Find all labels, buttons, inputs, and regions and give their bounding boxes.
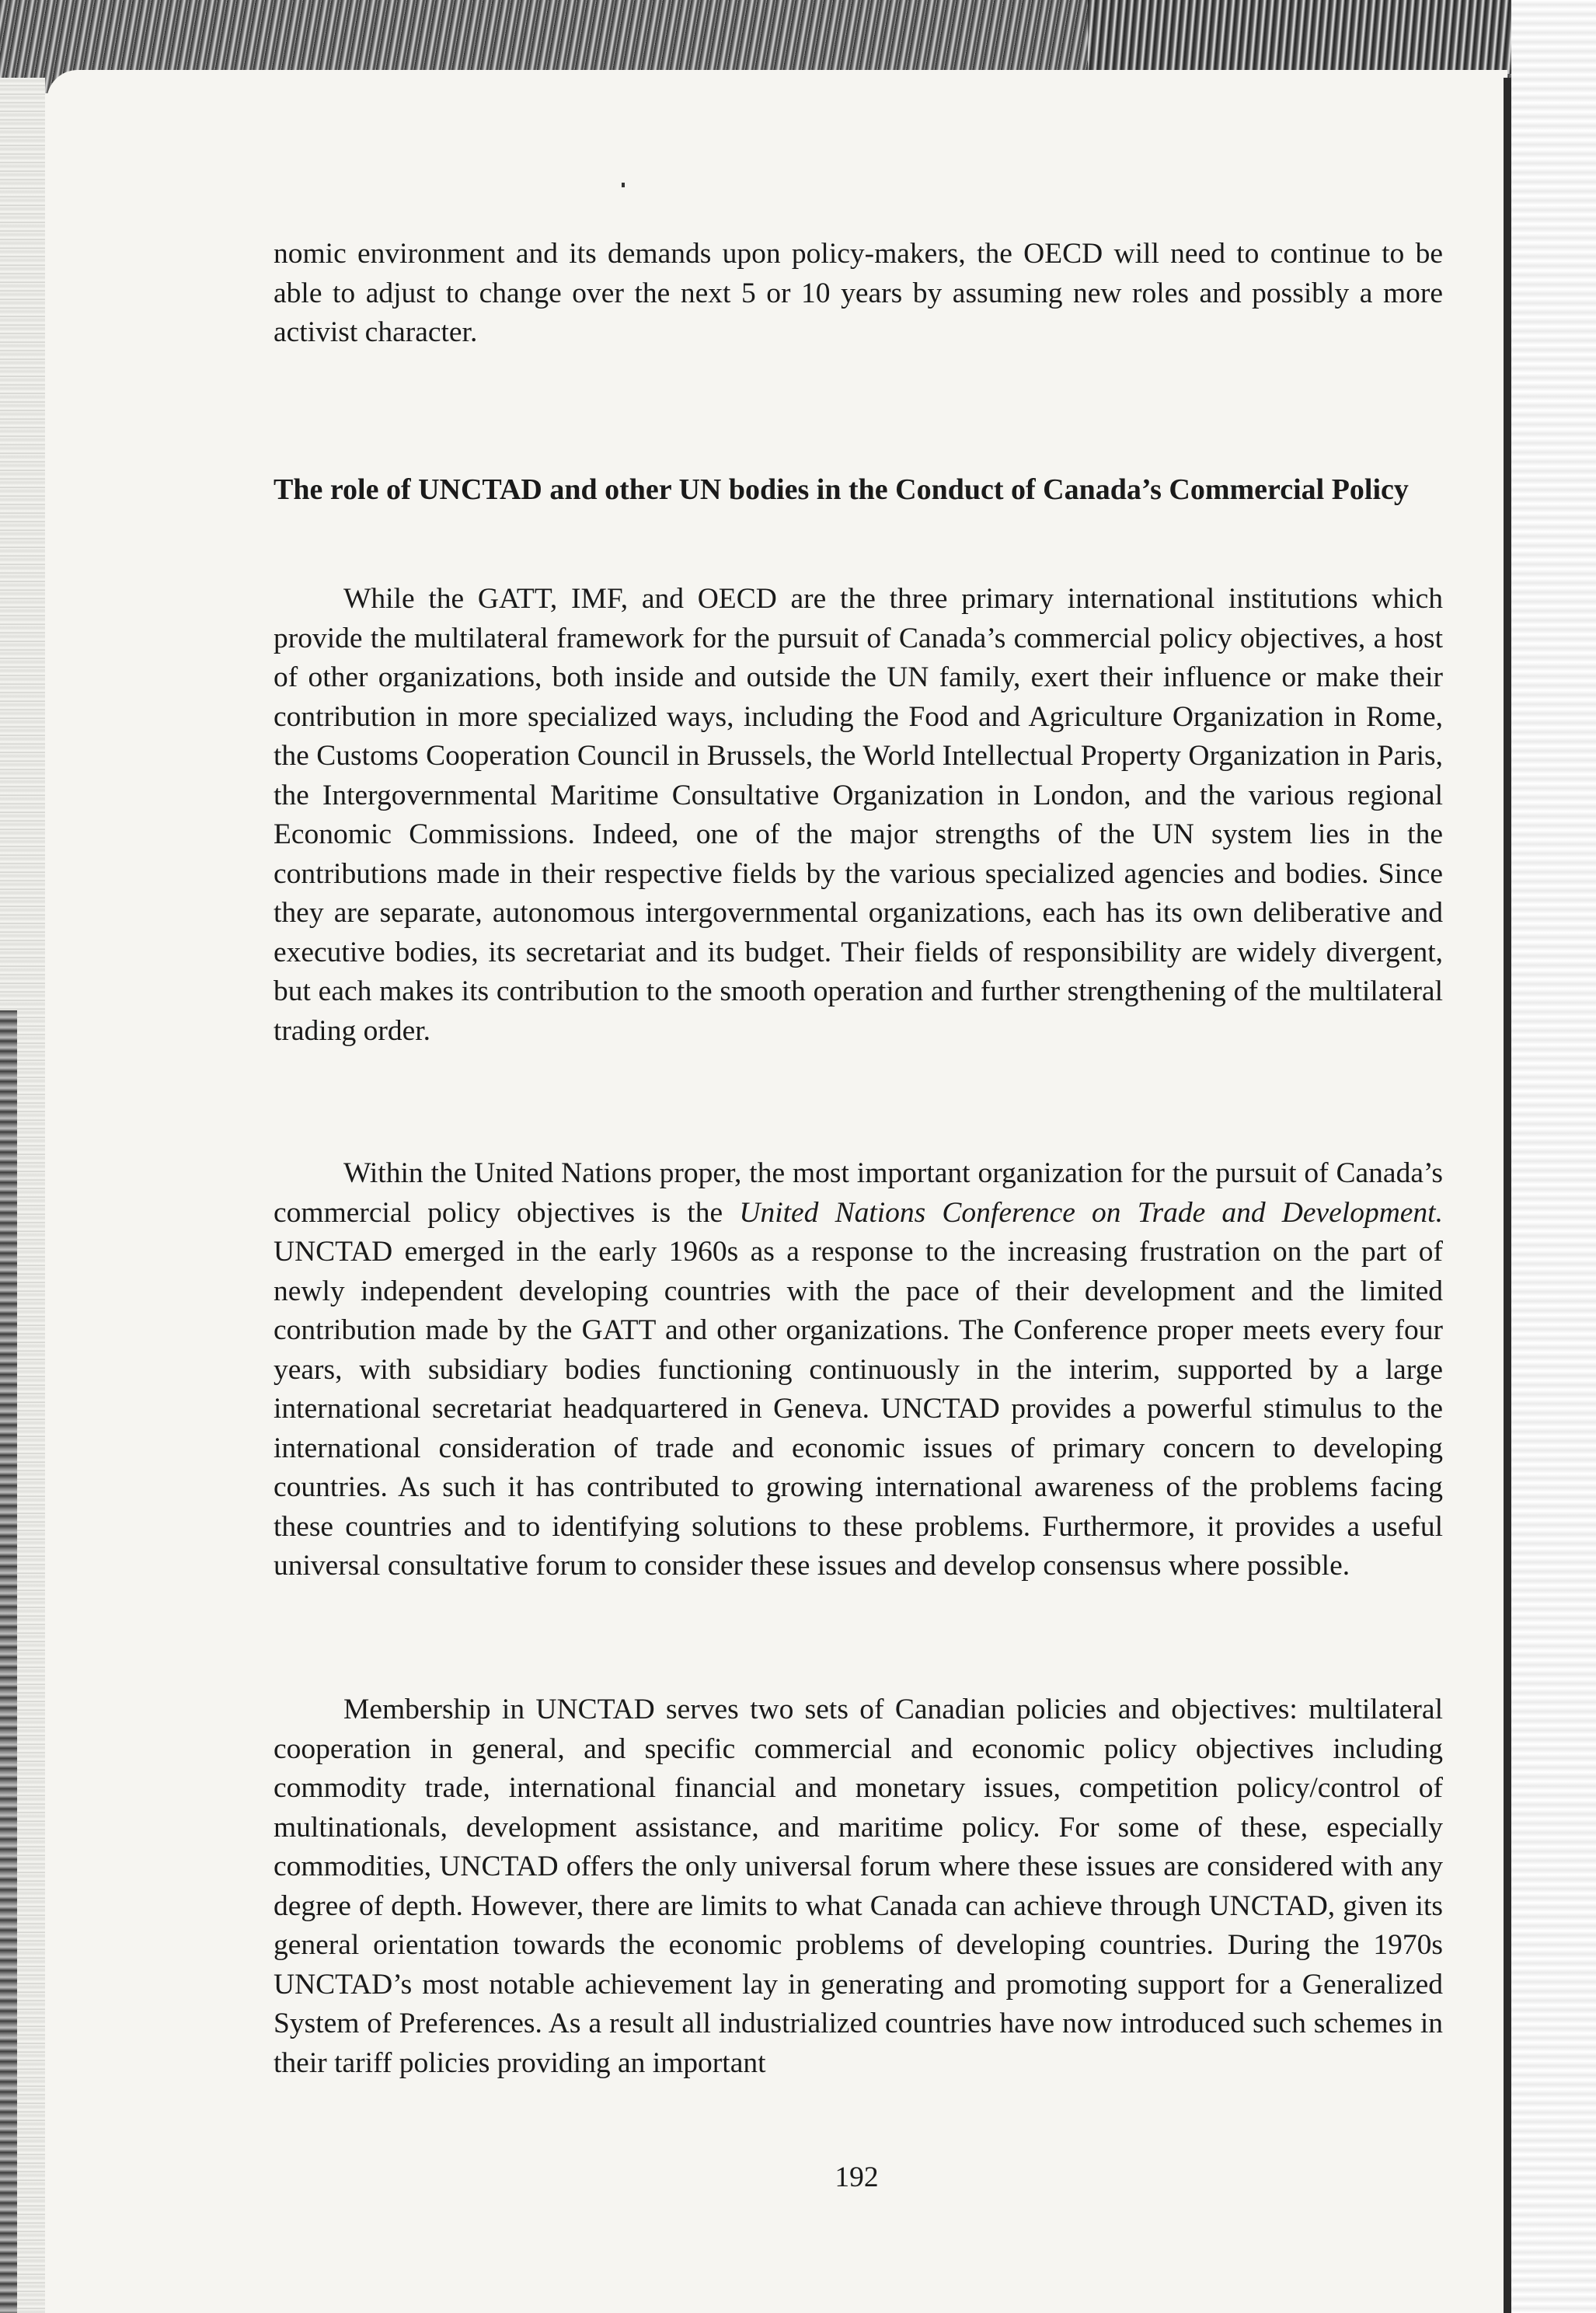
paragraph-2-text-start: Within the United Nations proper, the most important organization for the pursuit of Canada’s commercial policy objectives is the bbox=[274, 1157, 1443, 1229]
stray-mark bbox=[622, 183, 625, 187]
page-right-edge bbox=[1504, 78, 1511, 2313]
paragraph-2-text-end: UNCTAD emerged in the early 1960s as a response to the increasing frustration on the part of newly independent developing countries with the pace of their development and the limited contribution made by the GATT and other organizations. The Conference proper meets every four years, with subsidiary bodies functioning continuously in the interim, supported by a large international secretariat headquartered in Geneva. UNCTAD provides a powerful stimulus to the international consideration of trade and economic issues of primary concern to developing countries. As such it has contributed to growing international awareness of the problems facing these countries and to identifying solutions to these problems. Furthermore, it provides a useful universal consultative forum to consider these issues and develop consensus where possible. bbox=[274, 1236, 1443, 1582]
section-heading: The role of UNCTAD and other UN bodies in the Conduct of Canada’s Commercial Policy bbox=[274, 473, 1409, 506]
page-number: 192 bbox=[835, 2161, 879, 2193]
scan-border-right bbox=[1511, 0, 1596, 2313]
continuation-paragraph: nomic environment and its demands upon policy-makers, the OECD will need to continue to be able to adjust to change over the next 5 or 10 years by assuming new roles and possibly a more activist character. bbox=[274, 238, 1443, 348]
page-top-edge bbox=[47, 70, 1507, 109]
scan-binding-edge bbox=[0, 1010, 17, 2313]
paragraph-2 bbox=[274, 1154, 1443, 1586]
paragraph-3: Membership in UNCTAD serves two sets of Canadian policies and objectives: multilateral cooperation in general, and specific commercial and economic policy objectives including commodity trade, international financial and monetary issues, competition policy/control of multinationals, development assistance, and maritime policy. For some of these, especially commodities, UNCTAD offers the only universal forum where these issues are considered with any degree of depth. However, there are limits to what Canada can achieve through UNCTAD, given its general orientation towards the economic problems of developing countries. During the 1970s UNCTAD’s most notable achievement lay in generating and promoting support for a Generalized System of Preferences. As a result all industrialized countries have now introduced such schemes in their tariff policies providing an important bbox=[274, 1694, 1443, 2079]
paragraph-2-italic-title: United Nations Conference on Trade and Development. bbox=[739, 1196, 1443, 1229]
paragraph-1: While the GATT, IMF, and OECD are the three primary international institutions which provide the multilateral framework for the pursuit of Canada’s commercial policy objectives, a host of other organizations, both inside and outside the UN family, exert their influence or make their contribution in more specialized ways, including the Food and Agriculture Organization in Rome, the Customs Cooperation Council in Brussels, the World Intellectual Property Organization in Paris, the Intergovernmental Maritime Consultative Organization in London, and the various regional Economic Commissions. Indeed, one of the major strengths of the UN system lies in the contributions made in their respective fields by the various specialized agencies and bodies. Since they are separate, autonomous intergovernmental organizations, each has its own deliberative and executive bodies, its secretariat and its budget. Their fields of responsibility are widely divergent, but each makes its contribution to the smooth operation and further strengthening of the multilateral trading order. bbox=[274, 583, 1443, 1047]
